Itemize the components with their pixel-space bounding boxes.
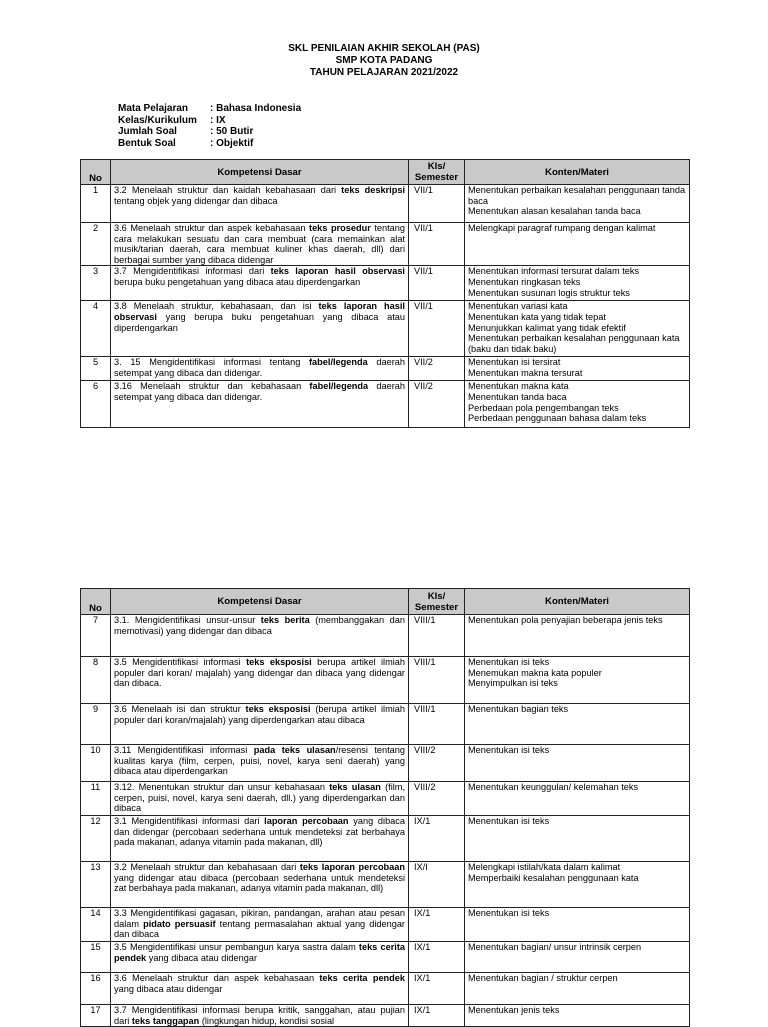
konten-materi-cell [465, 704, 690, 745]
header-konten-materi: Konten/Materi [465, 589, 690, 615]
table-row [81, 862, 690, 908]
text-type-emphasis: teks eksposisi [246, 657, 312, 667]
konten-materi-cell [465, 223, 690, 266]
materi-item: Menentukan pola penyajian beberapa jenis teks [468, 615, 663, 625]
materi-item: Menentukan kata yang tidak tepat [468, 311, 606, 322]
kd-text: /resensi tentang kualitas karya (film, cerpen, puisi, novel, karya seni daerah) yang dibaca atau diperdengarkan [114, 745, 405, 777]
konten-materi-cell [465, 908, 690, 942]
table-header-row [81, 589, 690, 615]
konten-materi-cell [465, 615, 690, 657]
kd-text: yang dibaca dan didengar (percobaan sederhana untuk mendeteksi zat berbahaya pada makanan, adanya vitamin pada makanan, dll) [114, 816, 405, 848]
kd-text: (berupa artikel ilmiah populer dari koran/majalah) yang diperdengarkan atau dibaca [114, 704, 405, 725]
meta-row [118, 103, 301, 115]
text-type-emphasis: pada teks ulasan [253, 745, 336, 755]
table-row [81, 301, 690, 357]
row-number: 2 [81, 223, 111, 266]
row-number: 5 [81, 357, 111, 381]
kompetensi-dasar-cell [111, 266, 409, 301]
materi-item: Memperbaiki kesalahan penggunaan kata [468, 872, 639, 883]
materi-item: Menentukan susunan logis struktur teks [468, 287, 630, 298]
materi-item: Menentukan tanda baca [468, 391, 567, 402]
text-type-emphasis: teks laporan percobaan [299, 862, 405, 872]
konten-materi-cell [465, 185, 690, 223]
table-row [81, 657, 690, 704]
materi-item: Menentukan isi teks [468, 908, 550, 918]
meta-label: Kelas/Kurikulum [118, 114, 197, 126]
meta-label: Jumlah Soal [118, 126, 177, 137]
row-number: 10 [81, 745, 111, 782]
table-row [81, 908, 690, 942]
kd-text: 3.1 Mengidentifikasi informasi dari [114, 816, 265, 826]
kelas-semester-cell: VIII/1 [409, 615, 465, 657]
kelas-semester-cell: VII/1 [409, 301, 465, 357]
konten-materi-cell [465, 1005, 690, 1027]
materi-item: Perbedaan pola pengembangan teks [468, 402, 619, 413]
kd-text: berupa buku pengetahuan yang dibaca atau diperdengarkan [114, 276, 361, 287]
kompetensi-dasar-cell [111, 908, 409, 942]
kompetensi-dasar-cell [111, 704, 409, 745]
header-no: No [81, 160, 111, 185]
table-row [81, 223, 690, 266]
materi-item: Menentukan bagian teks [468, 704, 569, 714]
header-konten-materi: Konten/Materi [465, 160, 690, 185]
header-kelas-semester: Kls/ Semester [409, 160, 465, 185]
kd-text: 3.1. Mengidentifikasi unsur-unsur [114, 615, 261, 625]
kelas-semester-cell: VIII/2 [409, 745, 465, 782]
meta-value: : IX [210, 114, 226, 126]
text-type-emphasis: teks laporan hasil observasi [114, 301, 405, 322]
kelas-semester-cell: IX/1 [409, 1005, 465, 1027]
konten-materi-cell [465, 745, 690, 782]
kd-text: berupa artikel ilmiah populer dari koran/ majalah) yang didengar dan dibaca yang didengar dan dibaca. [114, 657, 405, 689]
kompetensi-dasar-cell [111, 862, 409, 908]
table-row [81, 1005, 690, 1027]
header-kompetensi-dasar: Kompetensi Dasar [111, 589, 409, 615]
konten-materi-cell [465, 973, 690, 1005]
kd-text: 3.16 Menelaah struktur dan kebahasaan [114, 381, 310, 392]
kompetensi-dasar-cell [111, 615, 409, 657]
document-header [0, 43, 768, 79]
row-number: 11 [81, 782, 111, 816]
materi-item: Menentukan bagian / struktur cerpen [468, 973, 618, 983]
row-number: 1 [81, 185, 111, 223]
table-row [81, 381, 690, 428]
header-year: TAHUN PELAJARAN 2021/2022 [309, 67, 459, 78]
kd-text: tentang cara melakukan sesuatu dan cara membuat (cara memainkan alat musik/tarian daerah, cara membuat kuliner khas daerah, dll) dari berbagai sumber yang dibaca didengar [114, 223, 405, 265]
kompetensi-dasar-cell [111, 381, 409, 428]
kelas-semester-cell: IX/1 [409, 908, 465, 942]
text-type-emphasis: teks deskripsi [341, 185, 405, 195]
materi-item: Menentukan bagian/ unsur intrinsik cerpen [468, 942, 642, 952]
meta-value: : Objektif [210, 137, 254, 149]
kelas-semester-cell: VII/1 [409, 185, 465, 223]
kd-text: 3.7 Mengidentifikasi informasi berupa kritik, sanggahan, atau pujian dari [114, 1005, 405, 1026]
kd-text: 3.2 Menelaah struktur dan kaidah kebahasaan dari [114, 185, 342, 195]
materi-item: Menentukan keunggulan/ kelemahan teks [468, 782, 639, 792]
kd-text: daerah setempat yang dibaca dan didengar. [114, 357, 405, 378]
meta-row [118, 126, 301, 138]
materi-item: Melengkapi paragraf rumpang dengan kalimat [468, 223, 656, 233]
kd-text: yang dibaca atau didengar [146, 952, 258, 963]
header-kelas-semester: Kls/ Semester [409, 589, 465, 615]
kompetensi-dasar-cell [111, 185, 409, 223]
skl-table-1 [80, 159, 690, 428]
kelas-semester-cell: VII/2 [409, 381, 465, 428]
kd-text: 3. 15 Mengidentifikasi informasi tentang [114, 357, 309, 368]
materi-item: Menentukan isi tersirat [468, 357, 561, 368]
konten-materi-cell [465, 657, 690, 704]
kd-text: tentang permasalahan aktual yang didengar dan dibaca [114, 918, 405, 940]
text-type-emphasis: teks ulasan [329, 782, 381, 792]
text-type-emphasis: teks laporan hasil observasi [270, 266, 405, 277]
row-number: 8 [81, 657, 111, 704]
skl-table-2 [80, 588, 690, 1027]
konten-materi-cell [465, 266, 690, 301]
konten-materi-cell [465, 357, 690, 381]
table-row [81, 942, 690, 973]
materi-item: Menentukan jenis teks [468, 1005, 560, 1015]
row-number: 4 [81, 301, 111, 357]
kd-text: 3.5 Mengidentifikasi informasi [114, 657, 247, 667]
table-row [81, 816, 690, 862]
text-type-emphasis: fabel/legenda [309, 381, 369, 392]
konten-materi-cell [465, 381, 690, 428]
text-type-emphasis: fabel/legenda [309, 357, 368, 368]
kompetensi-dasar-cell [111, 657, 409, 704]
kd-text: 3.8 Menelaah struktur, kebahasaan, dan isi [114, 301, 319, 312]
kompetensi-dasar-cell [111, 816, 409, 862]
kelas-semester-cell: VIII/2 [409, 782, 465, 816]
table-1-body [81, 185, 690, 428]
row-number: 3 [81, 266, 111, 301]
kompetensi-dasar-cell [111, 223, 409, 266]
table-header-row [81, 160, 690, 185]
meta-label: Mata Pelajaran [118, 103, 189, 114]
kelas-semester-cell: IX/1 [409, 816, 465, 862]
materi-item: Menyimpulkan isi teks [468, 678, 558, 689]
kompetensi-dasar-cell [111, 745, 409, 782]
table-row [81, 357, 690, 381]
materi-item: Menentukan perbaikan kesalahan penggunaan tanda baca [468, 185, 686, 206]
text-type-emphasis: teks berita [260, 615, 310, 625]
kelas-semester-cell: VII/2 [409, 357, 465, 381]
header-school: SMP KOTA PADANG [335, 55, 433, 66]
konten-materi-cell [465, 301, 690, 357]
kd-text: 3.6 Menelaah struktur dan aspek kebahasaan [114, 223, 310, 233]
kompetensi-dasar-cell [111, 357, 409, 381]
table-row [81, 615, 690, 657]
text-type-emphasis: pidato persuasif [143, 918, 216, 929]
materi-item: Menentukan isi teks [468, 816, 550, 826]
row-number: 12 [81, 816, 111, 862]
materi-item: Menentukan makna tersurat [468, 367, 583, 378]
kd-text: 3.12. Menentukan struktur dan unsur kebahasaan [114, 782, 330, 792]
materi-item: Menentukan makna kata [468, 381, 569, 392]
table-row [81, 704, 690, 745]
meta-label: Bentuk Soal [118, 137, 176, 149]
konten-materi-cell [465, 862, 690, 908]
kd-text: (lingkungan hidup, kondisi sosial [199, 1015, 335, 1026]
kd-text: (film, cerpen, puisi, novel, karya seni daerah, dll.) yang diperdengarkan dan dibaca [114, 782, 406, 814]
row-number: 17 [81, 1005, 111, 1027]
document-meta [118, 103, 301, 149]
row-number: 13 [81, 862, 111, 908]
kompetensi-dasar-cell [111, 942, 409, 973]
kelas-semester-cell: IX/1 [409, 973, 465, 1005]
kd-text: 3.2 Menelaah struktur dan kebahasaan dari [114, 862, 300, 872]
text-type-emphasis: teks cerita pendek [114, 942, 405, 963]
table-2-body [81, 615, 690, 1027]
text-type-emphasis: teks prosedur [309, 223, 371, 233]
kelas-semester-cell: VII/1 [409, 223, 465, 266]
text-type-emphasis: teks eksposisi [245, 704, 311, 714]
kd-text: 3.5 Mengidentifikasi unsur pembangun karya sastra dalam [114, 942, 359, 952]
kompetensi-dasar-cell [111, 301, 409, 357]
row-number: 15 [81, 942, 111, 973]
kd-text: yang didengar atau dibaca (percobaan sederhana untuk mendeteksi zat berbahaya pada makanan, adanya vitamin pada makanan, dll) [114, 872, 405, 894]
kompetensi-dasar-cell [111, 782, 409, 816]
materi-item: Perbedaan penggunaan bahasa dalam teks [468, 413, 647, 424]
kd-text: 3.6 Menelaah isi dan struktur [114, 704, 246, 714]
materi-item: Menentukan informasi tersurat dalam teks [468, 266, 640, 277]
meta-value: : 50 Butir [210, 126, 254, 137]
kelas-semester-cell: IX/I [409, 862, 465, 908]
kd-text: (membanggakan dan memotivasi) yang didengar dan dibaca [114, 615, 405, 636]
header-no: No [81, 589, 111, 615]
table-row [81, 266, 690, 301]
materi-item: Menentukan isi teks [468, 657, 550, 667]
text-type-emphasis: teks cerita pendek [319, 973, 405, 983]
table-row [81, 185, 690, 223]
meta-row [118, 115, 301, 127]
kelas-semester-cell: VII/1 [409, 266, 465, 301]
row-number: 14 [81, 908, 111, 942]
kd-text: yang dibaca atau didengar [114, 983, 223, 994]
kompetensi-dasar-cell [111, 1005, 409, 1027]
materi-item: Menentukan variasi kata [468, 301, 568, 312]
kelas-semester-cell: VIII/1 [409, 704, 465, 745]
kd-text: tentang objek yang didengar dan dibaca [114, 195, 278, 206]
text-type-emphasis: laporan percobaan [264, 816, 349, 826]
materi-item: Menentukan alasan kesalahan tanda baca [468, 206, 641, 217]
materi-item: Menentukan ringkasan teks [468, 276, 581, 287]
kd-text: yang berupa buku pengetahuan yang dibaca atau diperdengarkan [114, 311, 405, 333]
kelas-semester-cell: VIII/1 [409, 657, 465, 704]
materi-item: Menentukan isi teks [468, 745, 550, 755]
table-row [81, 745, 690, 782]
meta-value: : Bahasa Indonesia [210, 103, 302, 114]
table-row [81, 782, 690, 816]
row-number: 9 [81, 704, 111, 745]
materi-item: Melengkapi istilah/kata dalam kalimat [468, 862, 621, 872]
row-number: 6 [81, 381, 111, 428]
kompetensi-dasar-cell [111, 973, 409, 1005]
kd-text: 3.3 Mengidentifikasi gagasan, pikiran, pandangan, arahan atau pesan dalam [114, 908, 405, 929]
materi-item: Menentukan perbaikan kesalahan penggunaan kata (baku dan tidak baku) [468, 333, 680, 354]
kelas-semester-cell: IX/1 [409, 942, 465, 973]
meta-row [118, 138, 301, 150]
konten-materi-cell [465, 816, 690, 862]
text-type-emphasis: teks tanggapan [131, 1015, 200, 1026]
materi-item: Menunjukkan kalimat yang tidak efektif [468, 322, 626, 333]
kd-text: 3.11 Mengidentifikasi informasi [114, 745, 254, 755]
kd-text: daerah setempat yang dibaca dan didengar. [114, 381, 405, 402]
table-row [81, 973, 690, 1005]
konten-materi-cell [465, 782, 690, 816]
header-title: SKL PENILAIAN AKHIR SEKOLAH (PAS) [288, 43, 480, 54]
header-kompetensi-dasar: Kompetensi Dasar [111, 160, 409, 185]
konten-materi-cell [465, 942, 690, 973]
materi-item: Menemukan makna kata populer [468, 667, 602, 678]
row-number: 16 [81, 973, 111, 1005]
kd-text: 3.6 Menelaah struktur dan aspek kebahasaan [114, 973, 320, 983]
row-number: 7 [81, 615, 111, 657]
kd-text: 3.7 Mengidentifikasi informasi dari [114, 266, 271, 277]
